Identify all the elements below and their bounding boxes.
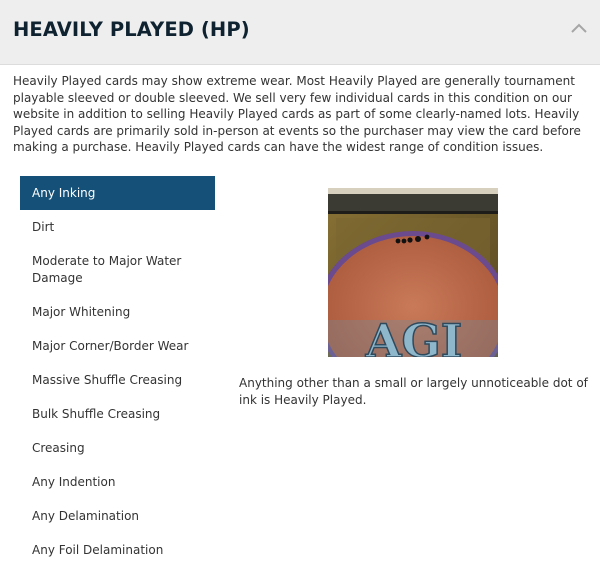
condition-item-any-foil-delamination[interactable] [20, 533, 215, 567]
condition-item-major-whitening[interactable] [20, 295, 215, 329]
condition-item-dirt[interactable] [20, 210, 215, 244]
section-description: Heavily Played cards may show extreme wear. Most Heavily Played are generally tournament playable sleeved or double sleeved. We sell very few individual cards in this condition on our website in addition to selling Heavily Played cards as part of some clearly-named lots. Heavily Played cards are primarily sold in-person at events so the purchaser may view the card before making a purchase. Heavily Played cards can have the widest range of condition issues. [13, 74, 581, 155]
card-image-text: AGI [365, 314, 463, 357]
condition-item-label: Any Inking [32, 185, 96, 200]
condition-item-any-delamination[interactable] [20, 499, 215, 533]
condition-item-bulk-shuffle-creasing[interactable] [20, 397, 215, 431]
condition-item-label: Dirt [32, 219, 55, 234]
condition-list [20, 176, 215, 567]
condition-item-massive-shuffle-creasing[interactable] [20, 363, 215, 397]
condition-item-label: Any Foil Delamination [32, 542, 164, 557]
condition-item-label: Major Whitening [32, 304, 131, 319]
section-header[interactable] [0, 0, 600, 65]
condition-item-label: Major Corner/Border Wear [32, 338, 189, 353]
condition-item-label: Creasing [32, 440, 85, 455]
condition-item-any-indention[interactable] [20, 465, 215, 499]
condition-item-creasing[interactable] [20, 431, 215, 465]
detail-caption: Anything other than a small or largely unnoticeable dot of ink is Heavily Played. [239, 376, 588, 407]
condition-item-label: Any Delamination [32, 508, 140, 523]
condition-item-water-damage[interactable] [20, 244, 215, 295]
chevron-up-icon[interactable] [568, 18, 590, 40]
condition-item-label: Massive Shuffle Creasing [32, 372, 183, 387]
condition-item-label: Any Indention [32, 474, 116, 489]
card-closeup-image [328, 188, 498, 357]
condition-item-corner-border-wear[interactable] [20, 329, 215, 363]
condition-item-any-inking[interactable] [20, 176, 215, 210]
condition-item-label: Bulk Shuffle Creasing [32, 406, 161, 421]
section-title: HEAVILY PLAYED (HP) [13, 18, 250, 41]
condition-item-label: Moderate to Major Water Damage [32, 254, 182, 285]
